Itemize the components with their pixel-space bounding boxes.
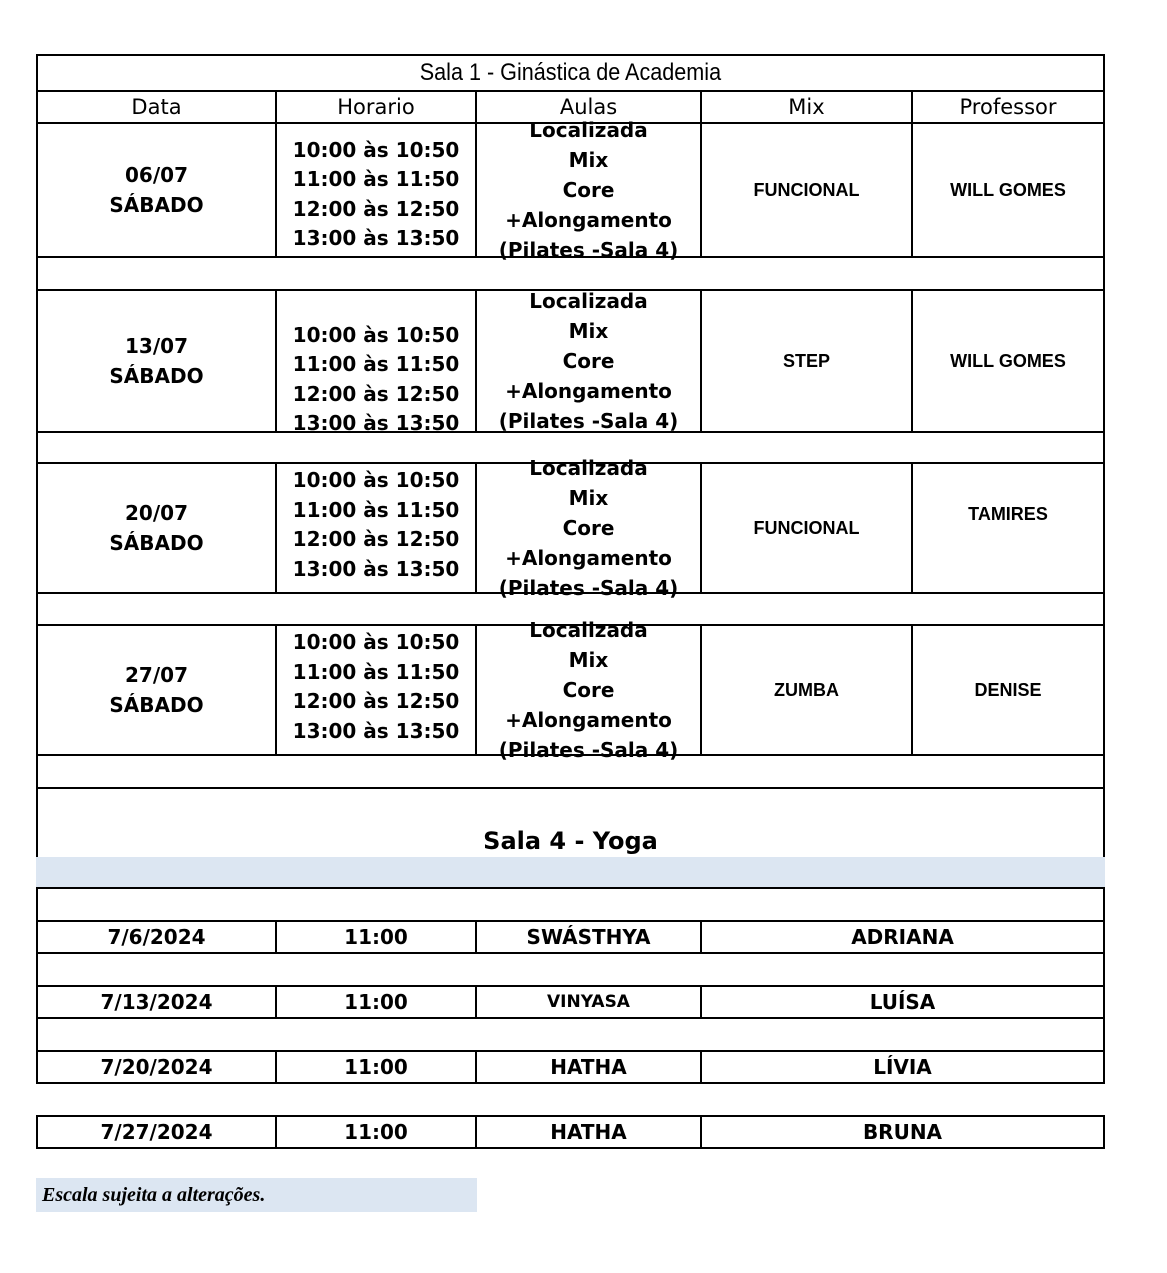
yoga-row <box>36 920 1105 954</box>
mix-text: FUNCIONAL <box>753 179 860 200</box>
header-professor: Professor <box>959 95 1057 119</box>
class-item: (Pilates -Sala 4) <box>498 238 679 262</box>
date-cell <box>38 626 277 754</box>
professor-text: DENISE <box>974 679 1042 700</box>
spacer-row <box>36 1084 1105 1115</box>
class-item: Localizada <box>529 289 648 313</box>
date-cell <box>38 124 277 256</box>
date-text: 27/07 <box>125 663 188 687</box>
class-item: Mix <box>568 319 609 343</box>
professor-text: TAMIRES <box>968 504 1048 524</box>
time-slot: 13:00 às 13:50 <box>292 718 460 743</box>
date-cell <box>38 291 277 431</box>
time-slot: 10:00 às 10:50 <box>292 322 460 347</box>
yoga-style: HATHA <box>477 1117 702 1147</box>
day-text: SÁBADO <box>109 693 204 717</box>
yoga-date: 7/27/2024 <box>38 1117 277 1147</box>
class-item: Core +Alongamento <box>505 516 672 570</box>
time-cell <box>277 291 477 431</box>
spacer-row <box>36 954 1105 985</box>
yoga-time: 11:00 <box>277 1117 477 1147</box>
sala1-title-text: Sala 1 - Ginástica de Academia <box>419 59 722 86</box>
yoga-style: HATHA <box>477 1052 702 1082</box>
time-slot: 12:00 às 12:50 <box>292 196 460 221</box>
date-cell <box>38 464 277 592</box>
date-text: 13/07 <box>125 334 188 358</box>
time-cell <box>277 626 477 754</box>
week-row <box>36 456 1105 600</box>
class-item: Mix <box>568 486 609 510</box>
spacer-row <box>36 756 1105 789</box>
week-row <box>36 618 1105 762</box>
class-item: Mix <box>568 148 609 172</box>
professor-text: WILL GOMES <box>950 179 1066 200</box>
time-slot: 13:00 às 13:50 <box>292 411 460 431</box>
sala4-band <box>36 857 1105 889</box>
yoga-teacher: LUÍSA <box>869 990 936 1014</box>
yoga-time: 11:00 <box>277 1052 477 1082</box>
classes-cell <box>477 618 702 762</box>
yoga-date: 7/13/2024 <box>38 987 277 1017</box>
time-slot: 12:00 às 12:50 <box>292 527 460 552</box>
yoga-row <box>36 1115 1105 1149</box>
professor-cell <box>913 464 1103 592</box>
sala1-title <box>36 54 1105 92</box>
yoga-row <box>36 985 1105 1019</box>
time-slot: 11:00 às 11:50 <box>292 659 460 684</box>
yoga-teacher: ADRIANA <box>851 925 954 949</box>
professor-cell <box>913 291 1103 431</box>
class-item: Core +Alongamento <box>505 678 672 732</box>
mix-cell <box>702 124 913 256</box>
date-text: 20/07 <box>125 501 188 525</box>
class-item: Core +Alongamento <box>505 349 672 403</box>
time-slot: 12:00 às 12:50 <box>292 381 460 406</box>
professor-cell <box>913 124 1103 256</box>
professor-cell <box>913 626 1103 754</box>
yoga-style: VINYASA <box>477 987 702 1017</box>
time-slot: 10:00 às 10:50 <box>292 468 460 492</box>
yoga-row <box>36 1050 1105 1084</box>
yoga-teacher: BRUNA <box>862 1120 943 1144</box>
yoga-time: 11:00 <box>277 922 477 952</box>
mix-text: FUNCIONAL <box>753 517 860 538</box>
day-text: SÁBADO <box>109 193 204 217</box>
classes-cell <box>477 291 702 431</box>
class-item: Core +Alongamento <box>505 178 672 232</box>
day-text: SÁBADO <box>109 531 204 555</box>
spacer-row <box>36 1019 1105 1050</box>
class-item: Localizada <box>529 456 648 480</box>
yoga-date: 7/6/2024 <box>38 922 277 952</box>
class-item: (Pilates -Sala 4) <box>498 409 679 433</box>
mix-text: STEP <box>782 350 830 371</box>
mix-cell <box>702 291 913 431</box>
professor-text: WILL GOMES <box>950 350 1066 371</box>
header-aulas: Aulas <box>477 92 702 122</box>
time-slot: 12:00 às 12:50 <box>292 689 460 714</box>
class-item: (Pilates -Sala 4) <box>498 576 679 600</box>
mix-text: ZUMBA <box>774 679 839 700</box>
time-slot: 11:00 às 11:50 <box>292 167 460 192</box>
time-slot: 13:00 às 13:50 <box>292 556 460 581</box>
footer-note: Escala sujeita a alterações. <box>36 1178 477 1212</box>
classes-cell <box>477 456 702 600</box>
header-horario: Horario <box>277 92 477 122</box>
header-mix: Mix <box>702 92 913 122</box>
time-cell <box>277 464 477 592</box>
week-row <box>36 291 1105 433</box>
class-item: (Pilates -Sala 4) <box>498 738 679 762</box>
time-slot: 10:00 às 10:50 <box>292 137 460 162</box>
time-cell <box>277 124 477 256</box>
class-item: Localizada <box>529 118 648 142</box>
yoga-time: 11:00 <box>277 987 477 1017</box>
yoga-style: SWÁSTHYA <box>477 922 702 952</box>
day-text: SÁBADO <box>109 364 204 388</box>
classes-cell <box>477 118 702 262</box>
yoga-date: 7/20/2024 <box>38 1052 277 1082</box>
time-slot: 11:00 às 11:50 <box>292 352 460 377</box>
sala4-title-text: Sala 4 - Yoga <box>483 827 658 855</box>
class-item: Mix <box>568 648 609 672</box>
time-slot: 10:00 às 10:50 <box>292 630 460 654</box>
class-item: Localizada <box>529 618 648 642</box>
time-slot: 13:00 às 13:50 <box>292 226 460 251</box>
schedule-sheet <box>36 54 1105 1149</box>
mix-cell <box>702 626 913 754</box>
mix-cell <box>702 464 913 592</box>
header-data: Data <box>38 92 277 122</box>
week-row <box>36 118 1105 262</box>
date-text: 06/07 <box>125 163 188 187</box>
sala4-title <box>36 789 1105 857</box>
yoga-teacher: LÍVIA <box>873 1055 932 1079</box>
time-slot: 11:00 às 11:50 <box>292 497 460 522</box>
spacer-row <box>36 889 1105 920</box>
